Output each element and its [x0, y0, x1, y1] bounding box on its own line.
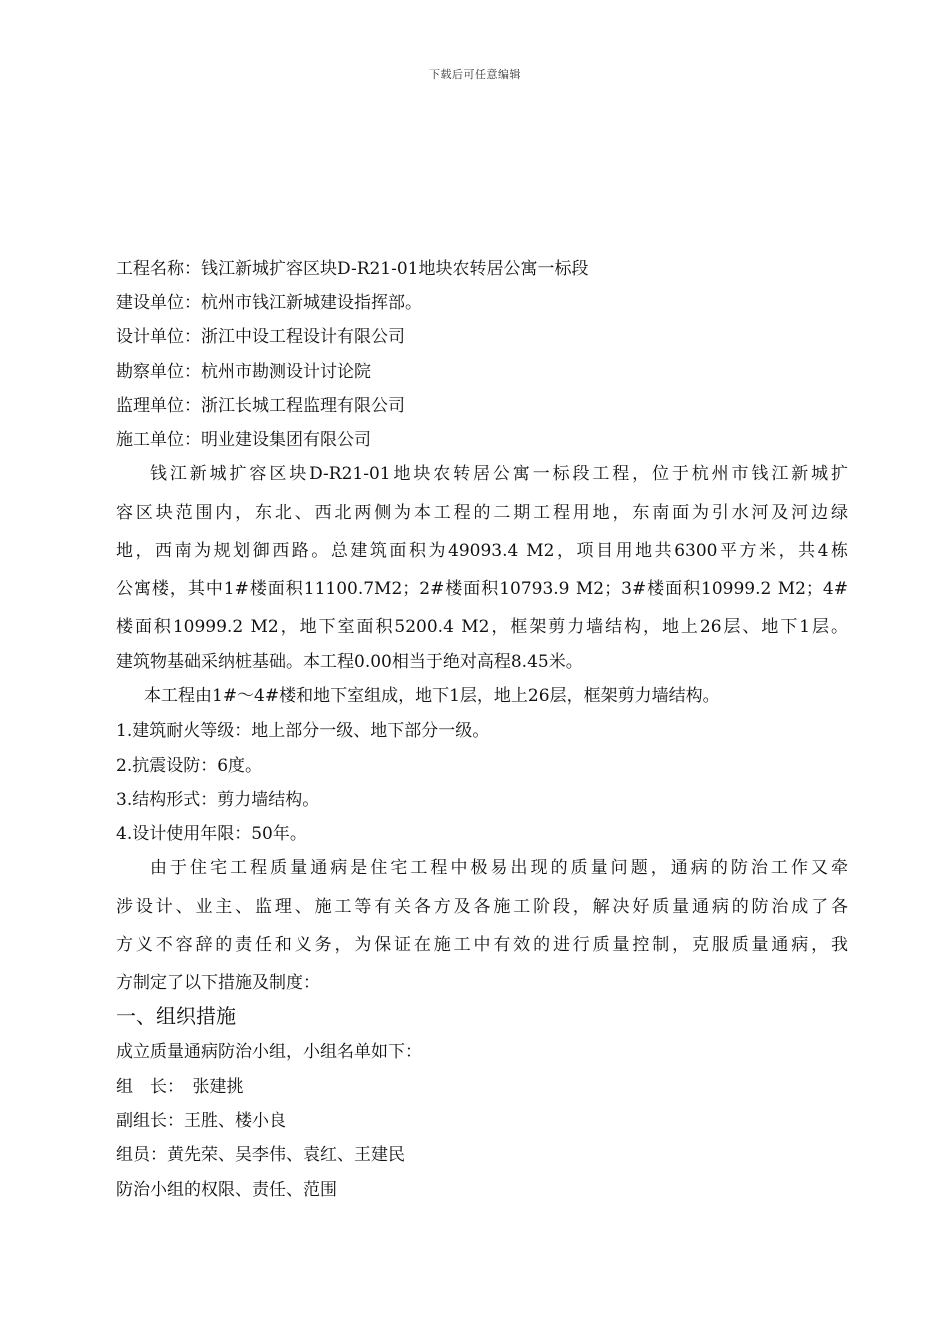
section-heading: 一、组织措施 — [116, 1004, 236, 1028]
group-members-line: 组员：黄先荣、吴李伟、袁红、王建民 — [116, 1145, 405, 1165]
surveyor-line: 勘察单位：杭州市勘测设计讨论院 — [116, 362, 371, 382]
contractor-line: 施工单位：明业建设集团有限公司 — [116, 430, 371, 450]
overview-paragraph-line: 建筑物基础采纳桩基础。本工程0.00相当于绝对高程8.45米。 — [116, 652, 583, 672]
group-line: 成立质量通病防治小组，小组名单如下： — [116, 1042, 422, 1062]
intro-paragraph-line: 涉设计、业主、监理、施工等有关各方及各施工阶段，解决好质量通病的防治成了各 — [116, 897, 848, 917]
composition-line: 本工程由1#～4#楼和地下室组成，地下1层，地上26层，框架剪力墙结构。 — [144, 686, 720, 706]
overview-paragraph-line: 容区块范围内，东北、西北两侧为本工程的二期工程用地，东南面为引水河及河边绿 — [116, 503, 848, 523]
overview-paragraph-line: 钱江新城扩容区块D-R21-01地块农转居公寓一标段工程，位于杭州市钱江新城扩 — [150, 464, 848, 484]
group-scope-line: 防治小组的权限、责任、范围 — [116, 1180, 337, 1200]
overview-paragraph-line: 楼面积10999.2 M2，地下室面积5200.4 M2，框架剪力墙结构，地上26层、地下1层。 — [116, 617, 848, 637]
intro-paragraph-line: 由于住宅工程质量通病是住宅工程中极易出现的质量问题，通病的防治工作又牵 — [150, 858, 848, 878]
spec-item: 3.结构形式：剪力墙结构。 — [116, 790, 320, 810]
supervisor-line: 监理单位：浙江长城工程监理有限公司 — [116, 396, 405, 416]
overview-paragraph-line: 公寓楼，其中1#楼面积11100.7M2；2#楼面积10793.9 M2；3#楼面积10999.2 M2；4# — [116, 579, 848, 599]
group-deputy-line: 副组长：王胜、楼小良 — [116, 1111, 286, 1131]
intro-paragraph-line: 方义不容辞的责任和义务，为保证在施工中有效的进行质量控制，克服质量通病，我 — [116, 935, 848, 955]
designer-line: 设计单位：浙江中设工程设计有限公司 — [116, 327, 405, 347]
spec-item: 2.抗震设防：6度。 — [116, 756, 263, 776]
overview-paragraph-line: 地，西南为规划御西路。总建筑面积为49093.4 M2，项目用地共6300平方米，共4栋 — [116, 541, 848, 561]
project-name-line: 工程名称：钱江新城扩容区块D-R21-01地块农转居公寓一标段 — [116, 259, 589, 279]
spec-item: 4.设计使用年限：50年。 — [116, 824, 307, 844]
watermark-text: 下载后可任意编辑 — [429, 68, 521, 81]
spec-item: 1.建筑耐火等级：地上部分一级、地下部分一级。 — [116, 721, 490, 741]
intro-paragraph-line: 方制定了以下措施及制度： — [116, 973, 320, 993]
client-line: 建设单位：杭州市钱江新城建设指挥部。 — [116, 293, 422, 313]
group-leader-line: 组 长： 张建挑 — [116, 1077, 244, 1097]
